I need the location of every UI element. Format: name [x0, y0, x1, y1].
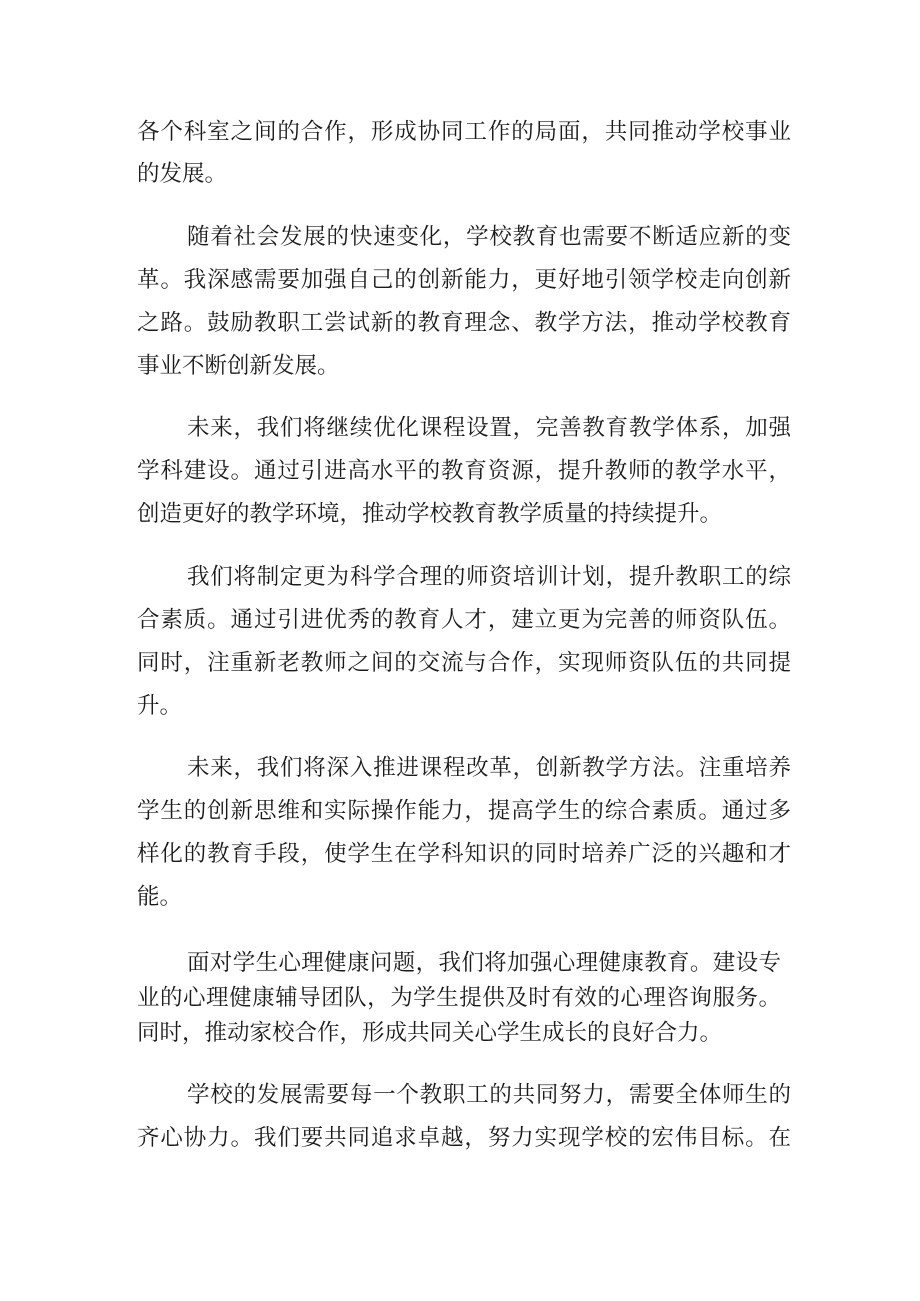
text-line: 样化的教育手段，使学生在学科知识的同时培养广泛的兴趣和才 [137, 841, 791, 867]
text-line: 学科建设。通过引进高水平的教育资源，提升教师的教学水平， [137, 458, 791, 484]
text-line: 学校的发展需要每一个教职工的共同努力，需要全体师生的 [187, 1082, 791, 1108]
text-line: 业的心理健康辅导团队，为学生提供及时有效的心理咨询服务。 [137, 985, 781, 1011]
text-line: 未来，我们将继续优化课程设置，完善教育教学体系，加强 [187, 415, 791, 441]
text-line: 合素质。通过引进优秀的教育人才，建立更为完善的师资队伍。 [137, 607, 791, 633]
text-line: 事业不断创新发展。 [137, 353, 340, 379]
text-line: 之路。鼓励教职工尝试新的教育理念、教学方法，推动学校教育 [137, 310, 791, 336]
text-line: 的发展。 [137, 161, 228, 187]
text-line: 创造更好的教学环境，推动学校教育教学质量的持续提升。 [137, 501, 723, 527]
text-line: 我们将制定更为科学合理的师资培训计划，提升教职工的综 [187, 564, 791, 590]
text-line: 齐心协力。我们要共同追求卓越，努力实现学校的宏伟目标。在 [137, 1125, 791, 1151]
text-line: 学生的创新思维和实际操作能力，提高学生的综合素质。通过多 [137, 798, 791, 824]
text-line: 升。 [137, 693, 183, 719]
text-line: 面对学生心理健康问题，我们将加强心理健康教育。建设专 [187, 950, 781, 976]
text-line: 能。 [137, 884, 183, 910]
text-line: 同时，推动家校合作，形成共同关心学生成长的良好合力。 [137, 1020, 723, 1046]
text-line: 革。我深感需要加强自己的创新能力，更好地引领学校走向创新 [137, 267, 791, 293]
text-line: 各个科室之间的合作，形成协同工作的局面，共同推动学校事业 [137, 119, 791, 145]
text-line: 同时，注重新老教师之间的交流与合作，实现师资队伍的共同提 [137, 650, 791, 676]
text-line: 随着社会发展的快速变化，学校教育也需要不断适应新的变 [187, 224, 791, 250]
text-line: 未来，我们将深入推进课程改革，创新教学方法。注重培养 [187, 755, 791, 781]
